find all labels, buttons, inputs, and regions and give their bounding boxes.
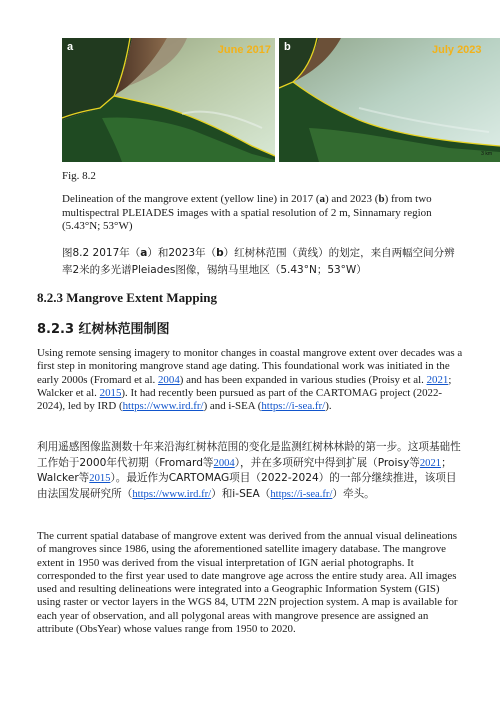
paragraph-text: ），并在多项研究中得到扩展（Proisy等 — [234, 456, 420, 469]
paragraph-text: ). — [325, 400, 332, 413]
panel-b-letter: b — [284, 41, 291, 53]
paragraph-text: ）牵头。 — [332, 487, 375, 500]
caption-text: ) and 2023 ( — [325, 193, 379, 205]
panel-a-letter: a — [67, 41, 74, 53]
paragraph-text: ) and i-SEA ( — [203, 400, 262, 413]
caption-text: ）和2023年（ — [147, 247, 217, 259]
paragraph-text: ). It had recently been pursued as part of the CARTOMAG project (2022-2024), led by IRD ( — [37, 386, 443, 413]
figure-caption-cn — [62, 245, 462, 279]
panel-a-satellite-image — [62, 38, 275, 162]
citation-link-proisy-2021[interactable]: 2021 — [419, 457, 442, 469]
section-heading-en: 8.2.3 Mangrove Extent Mapping — [37, 290, 217, 305]
paragraph-text: ）和i-SEA（ — [211, 487, 271, 500]
caption-text: ) from two multispectral PLEIADES images with a spatial resolution of 2 m, Sinnamary region (5.43°N; 53°W) — [62, 193, 432, 232]
url-link-ird[interactable]: https://www.ird.fr/ — [122, 400, 204, 413]
scale-bar-label: 3 km — [481, 151, 492, 157]
url-link-ird[interactable]: https://www.ird.fr/ — [132, 488, 212, 500]
citation-link-proisy-2021[interactable]: 2021 — [426, 373, 449, 386]
caption-text: 图8.2 2017年（ — [62, 247, 141, 259]
url-link-isea[interactable]: https://i-sea.fr/ — [261, 400, 326, 413]
citation-link-fromard-2004[interactable]: 2004 — [157, 373, 180, 386]
figure-caption-en — [62, 193, 462, 234]
figure-label: Fig. 8.2 — [62, 170, 96, 182]
panel-a-map — [62, 38, 275, 162]
citation-link-walcker-2015[interactable]: 2015 — [99, 386, 122, 399]
caption-panel-ref-a: a — [140, 247, 148, 259]
paragraph-text: ) and has been expanded in various studies (Proisy et al. — [179, 373, 427, 386]
paragraph-text: ；Walcker等 — [37, 456, 452, 484]
paragraph-text: ）。最近作为CARTOMAG项目（2022-2024）的一部分继续推进，该项目由法国发展研究所（ — [37, 472, 457, 500]
panel-b-satellite-image — [279, 38, 500, 162]
paragraph-2-cn — [37, 440, 465, 502]
caption-panel-ref-a: a — [319, 193, 326, 205]
citation-link-fromard-2004[interactable]: 2004 — [213, 457, 235, 469]
satellite-figure — [62, 38, 500, 162]
caption-panel-ref-b: b — [216, 247, 224, 259]
caption-panel-ref-b: b — [378, 193, 385, 205]
panel-b-date: July 2023 — [432, 44, 482, 56]
url-link-isea[interactable]: https://i-sea.fr/ — [270, 488, 333, 500]
caption-text: ）红树林范围（黄线）的划定，来自两幅空间分辨率2米的多光谱Pleiades图像，锡纳马里地区（5.43°N；53°W） — [62, 247, 455, 276]
paragraph-text: 利用遥感图像监测数十年来沿海红树林范围的变化是监测红树林林龄的第一步。这项基础性工作始于2000年代初期（Fromard等 — [37, 441, 461, 469]
paragraph-1-en — [37, 347, 465, 413]
scale-bar — [481, 152, 492, 157]
paragraph-3-en: The current spatial database of mangrove extent was derived from the annual visual delineations of mangroves since 1986, using the aforementioned satellite imagery database. The mangrove extent in 1950 was derived from the visual interpretation of IGN aerial photographs. It corresponded to the first year used to date mangrove age across the entire study area. All images used and resulting delineations were integrated into a Geographic Information System (GIS) using raster or vector layers in the WGS 84, UTM 22N projection system. A map is available for each year of observation, and all polygonal areas with mangrove presence are assigned an attribute (ObsYear) whose values range from 1950 to 2020. — [37, 530, 458, 636]
paragraph-text: Using remote sensing imagery to monitor changes in coastal mangrove extent over decades was a first step in monitoring mangrove stand age dating. This foundational work was initiated in the early 2000s (Fromard et al. — [37, 347, 463, 386]
section-heading-cn: 8.2.3 红树林范围制图 — [37, 322, 170, 337]
paragraph-text: ; Walcker et al. — [37, 373, 452, 399]
panel-a-date: June 2017 — [217, 44, 271, 56]
citation-link-walcker-2015[interactable]: 2015 — [89, 473, 111, 484]
caption-text: Delineation of the mangrove extent (yellow line) in 2017 ( — [62, 193, 320, 205]
panel-b-map — [279, 38, 500, 162]
